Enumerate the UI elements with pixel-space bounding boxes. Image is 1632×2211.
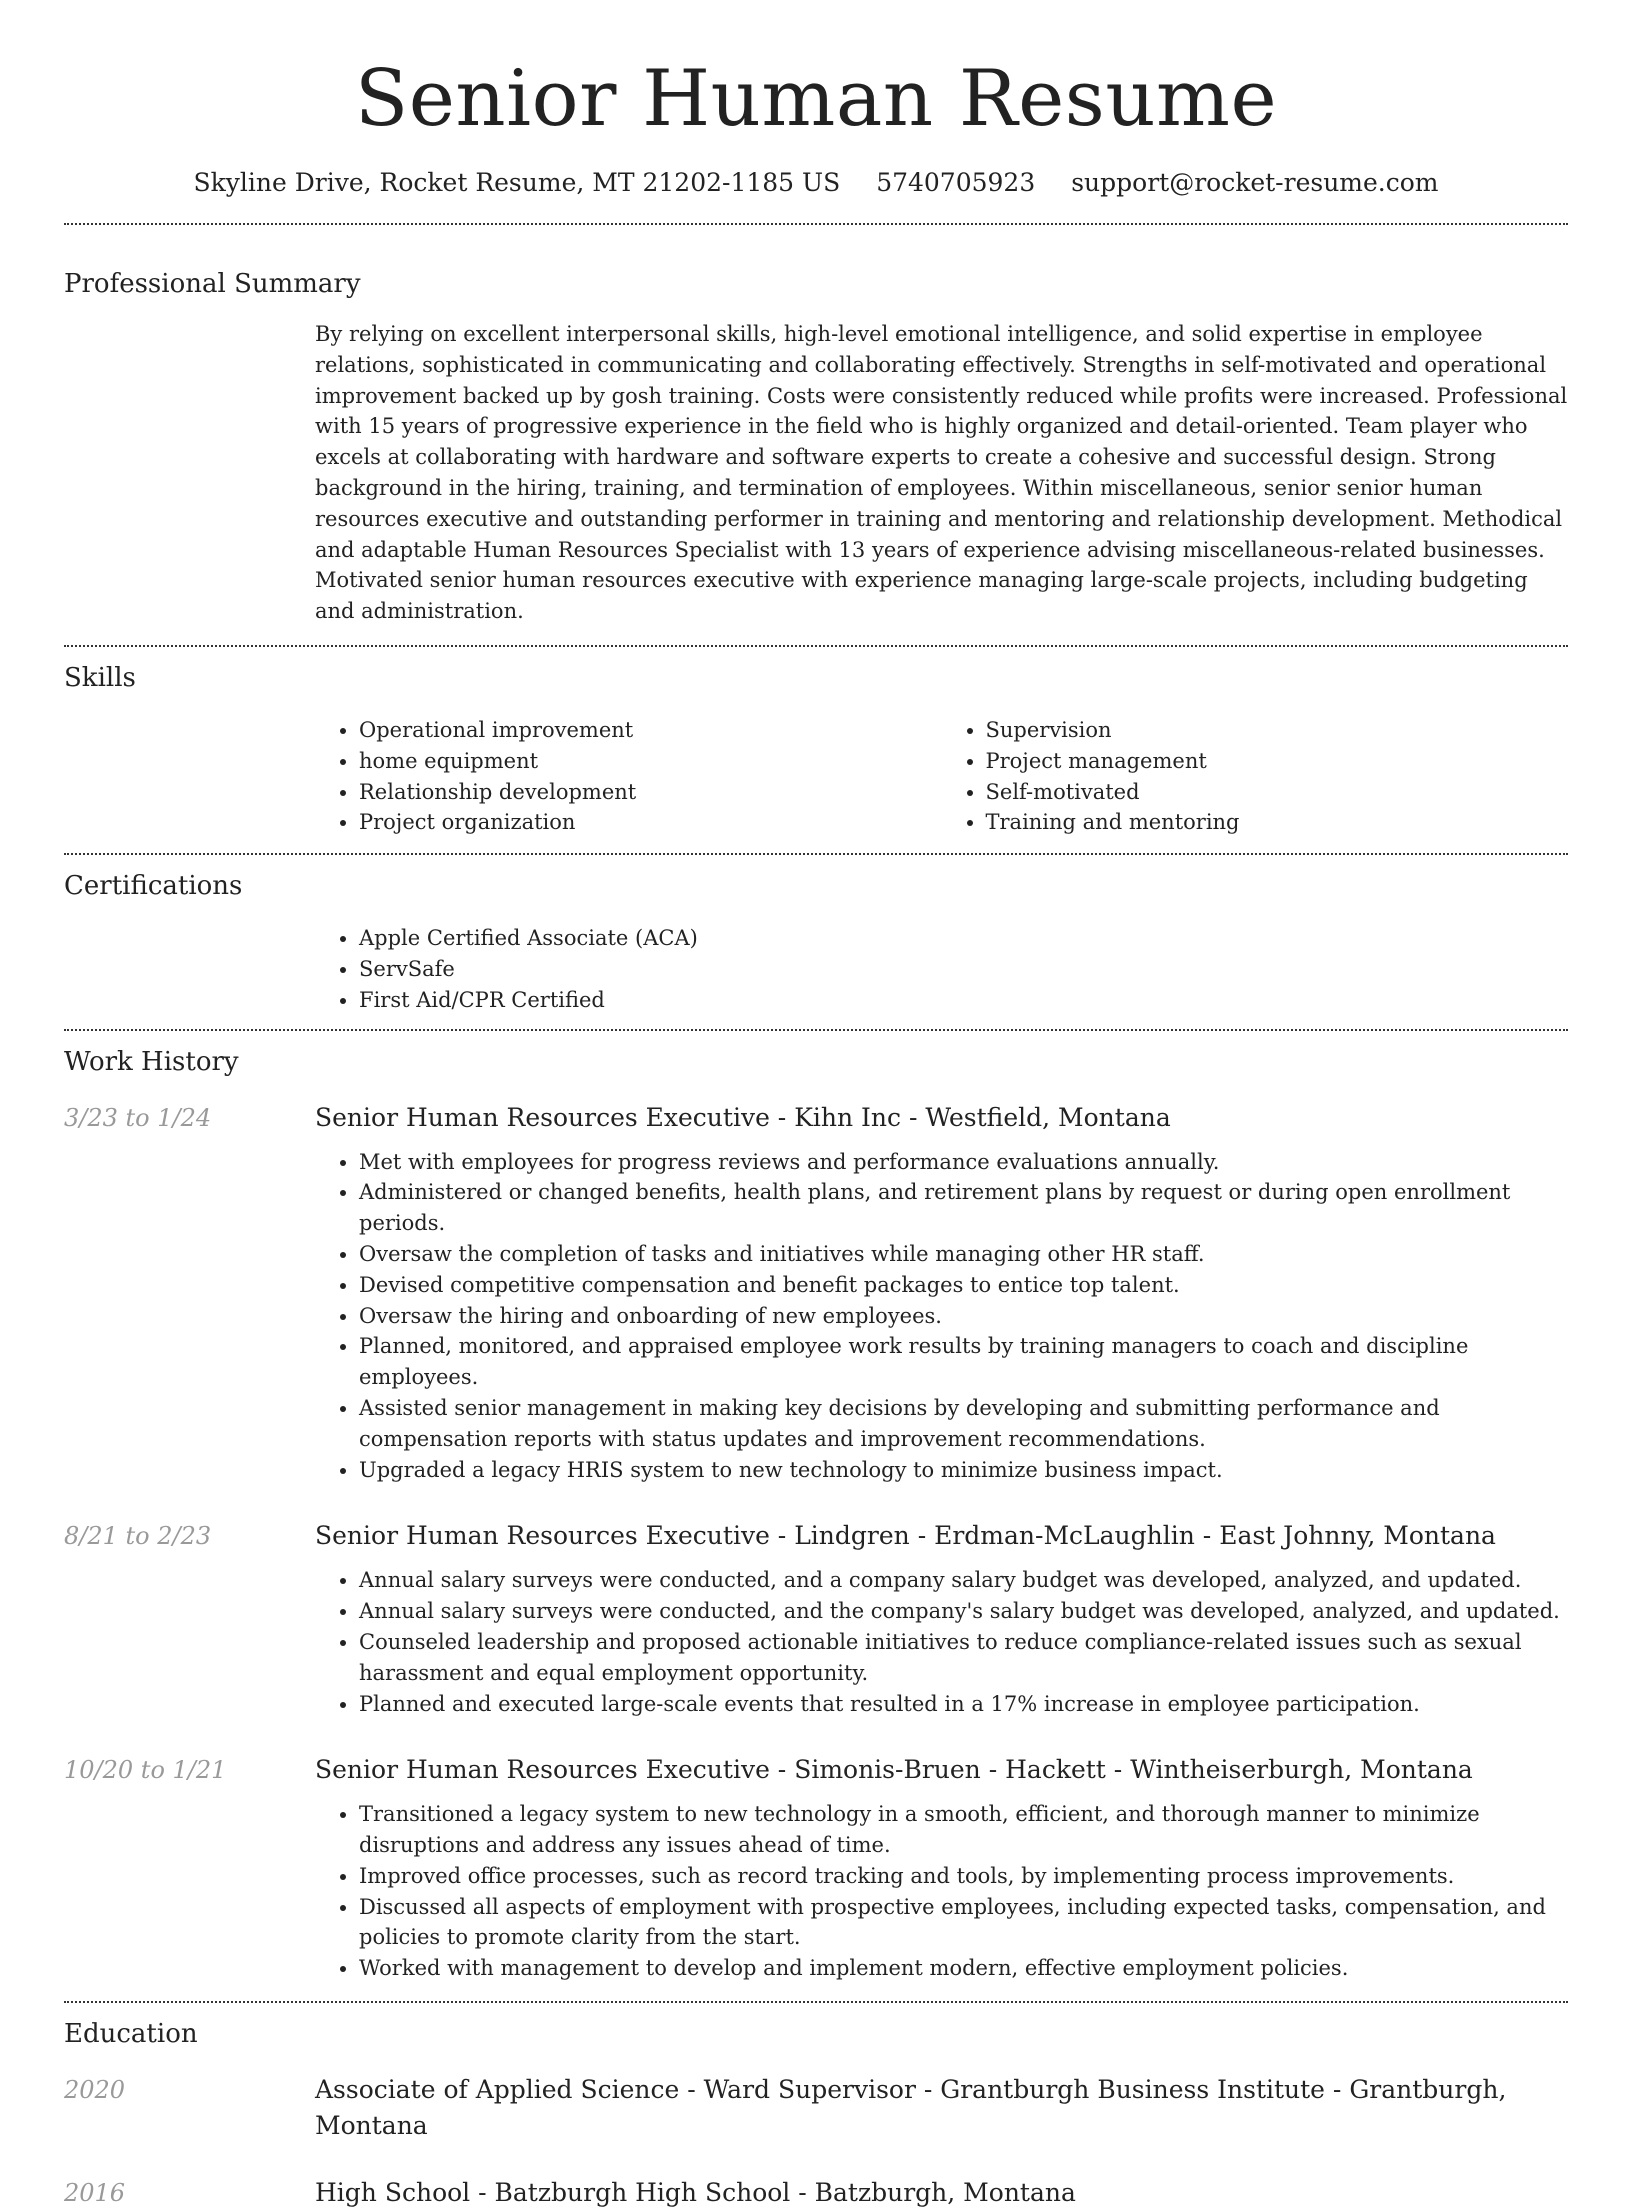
job-bullet: • Assisted senior management in making key decisions by developing and submitting performance and compensation reports with status updates and improvement recommendations.	[359, 1393, 1568, 1455]
skill-item: • Project management	[986, 746, 1569, 777]
skill-item: • Self-motivated	[986, 777, 1569, 808]
job-bullet: • Planned, monitored, and appraised employee work results by training managers to coach and discipline employees.	[359, 1331, 1568, 1393]
certification-item: • ServSafe	[359, 954, 1568, 985]
job-bullet: • Annual salary surveys were conducted, and a company salary budget was developed, analyzed, and updated.	[359, 1565, 1568, 1596]
job-title: Senior Human Resources Executive - Kihn Inc - Westfield, Montana	[315, 1102, 1171, 1132]
job-title: Senior Human Resources Executive - Lindgren - Erdman-McLaughlin - East Johnny, Montana	[315, 1521, 1496, 1551]
skills-title: Skills	[64, 662, 136, 693]
job-bullets	[315, 1565, 1568, 1719]
job-bullet: • Met with employees for progress reviews and performance evaluations annually.	[359, 1147, 1568, 1178]
job-bullet: • Annual salary surveys were conducted, and the company's salary budget was developed, analyzed, and updated.	[359, 1596, 1568, 1627]
job-bullet: • Planned and executed large-scale events that resulted in a 17% increase in employee participation.	[359, 1689, 1568, 1720]
certifications-section	[0, 855, 1632, 1015]
skills-list-right	[942, 715, 1569, 838]
job-bullet: • Devised competitive compensation and benefit packages to entice top talent.	[359, 1270, 1568, 1301]
education-title: Education	[64, 2019, 198, 2050]
certification-item: • First Aid/CPR Certified	[359, 985, 1568, 1016]
contact-address: Skyline Drive, Rocket Resume, MT 21202-1185 US	[193, 168, 841, 197]
skill-item: • Relationship development	[359, 777, 942, 808]
education-main	[315, 2175, 1568, 2211]
job-main	[315, 1518, 1568, 1719]
job-bullet: • Counseled leadership and proposed actionable initiatives to reduce compliance-related issues such as sexual harassment and equal employment opportunity.	[359, 1627, 1568, 1689]
education-text: Associate of Applied Science - Ward Supervisor - Grantburgh Business Institute - Grantburgh, Montana	[315, 2075, 1507, 2141]
skills-section	[0, 647, 1632, 838]
education-year: 2020	[64, 2076, 126, 2105]
education-section	[0, 2003, 1632, 2211]
job-dates: 10/20 to 1/21	[64, 1756, 227, 1785]
job-bullet: • Administered or changed benefits, health plans, and retirement plans by request or during open enrollment periods.	[359, 1177, 1568, 1239]
skills-grid	[315, 715, 1568, 838]
skills-list-left	[315, 715, 942, 838]
work-section	[0, 1031, 1632, 1985]
work-title: Work History	[64, 1046, 239, 1077]
skill-item: • Supervision	[986, 715, 1569, 746]
job-bullets	[315, 1147, 1568, 1486]
certifications-body	[315, 923, 1568, 1015]
resume-name: Senior Human Resume	[354, 54, 1278, 144]
job-bullet: • Oversaw the hiring and onboarding of new employees.	[359, 1301, 1568, 1332]
job-dates: 3/23 to 1/24	[64, 1103, 212, 1132]
contact-email: support@rocket-resume.com	[1071, 168, 1439, 197]
resume-header	[0, 0, 1632, 202]
job-bullet: • Discussed all aspects of employment with prospective employees, including expected tasks, compensation, and policies to promote clarity from the start.	[359, 1892, 1568, 1954]
job-bullet: • Transitioned a legacy system to new technology in a smooth, efficient, and thorough manner to minimize disruptions and address any issues ahead of time.	[359, 1799, 1568, 1861]
job-bullets	[315, 1799, 1568, 1984]
education-main	[315, 2072, 1568, 2144]
summary-section	[0, 225, 1632, 627]
summary-title: Professional Summary	[64, 269, 361, 299]
job-title: Senior Human Resources Executive - Simonis-Bruen - Hackett - Wintheiserburgh, Montana	[315, 1755, 1473, 1785]
job-bullet: • Oversaw the completion of tasks and initiatives while managing other HR staff.	[359, 1239, 1568, 1270]
job-bullet: • Worked with management to develop and implement modern, effective employment policies.	[359, 1953, 1568, 1984]
job-entry	[64, 1752, 1568, 1984]
certifications-title: Certifications	[64, 871, 243, 902]
certification-item: • Apple Certified Associate (ACA)	[359, 923, 1568, 954]
job-entry	[64, 1518, 1568, 1719]
summary-text: By relying on excellent interpersonal skills, high-level emotional intelligence, and solid expertise in employee relations, sophisticated in communicating and collaborating effectively. Strengths in self-motivated and operational improvement backed up by gosh training. Costs were consistently reduced while profits were increased. Professional with 15 years of progressive experience in the field who is highly organized and detail-oriented. Team player who excels at collaborating with hardware and software experts to create a cohesive and successful design. Strong background in the hiring, training, and termination of employees. Within miscellaneous, senior senior human resources executive and outstanding performer in training and mentoring and relationship development. Methodical and adaptable Human Resources Specialist with 13 years of experience advising miscellaneous-related businesses. Motivated senior human resources executive with experience managing large-scale projects, including budgeting and administration.	[315, 322, 1568, 624]
contact-phone: 5740705923	[876, 168, 1036, 197]
skill-item: • Operational improvement	[359, 715, 942, 746]
skill-item: • home equipment	[359, 746, 942, 777]
education-entry	[64, 2072, 1568, 2144]
job-main	[315, 1752, 1568, 1984]
job-bullet: • Upgraded a legacy HRIS system to new technology to minimize business impact.	[359, 1455, 1568, 1486]
certifications-list	[315, 923, 1568, 1015]
job-dates: 8/21 to 2/23	[64, 1522, 212, 1551]
job-main	[315, 1100, 1568, 1486]
job-bullet: • Improved office processes, such as record tracking and tools, by implementing process improvements.	[359, 1861, 1568, 1892]
education-entry	[64, 2175, 1568, 2211]
contact-line	[0, 164, 1632, 202]
skill-item: • Project organization	[359, 807, 942, 838]
skill-item: • Training and mentoring	[986, 807, 1569, 838]
education-year: 2016	[64, 2179, 126, 2208]
education-text: High School - Batzburgh High School - Batzburgh, Montana	[315, 2178, 1076, 2208]
job-entry	[64, 1100, 1568, 1486]
